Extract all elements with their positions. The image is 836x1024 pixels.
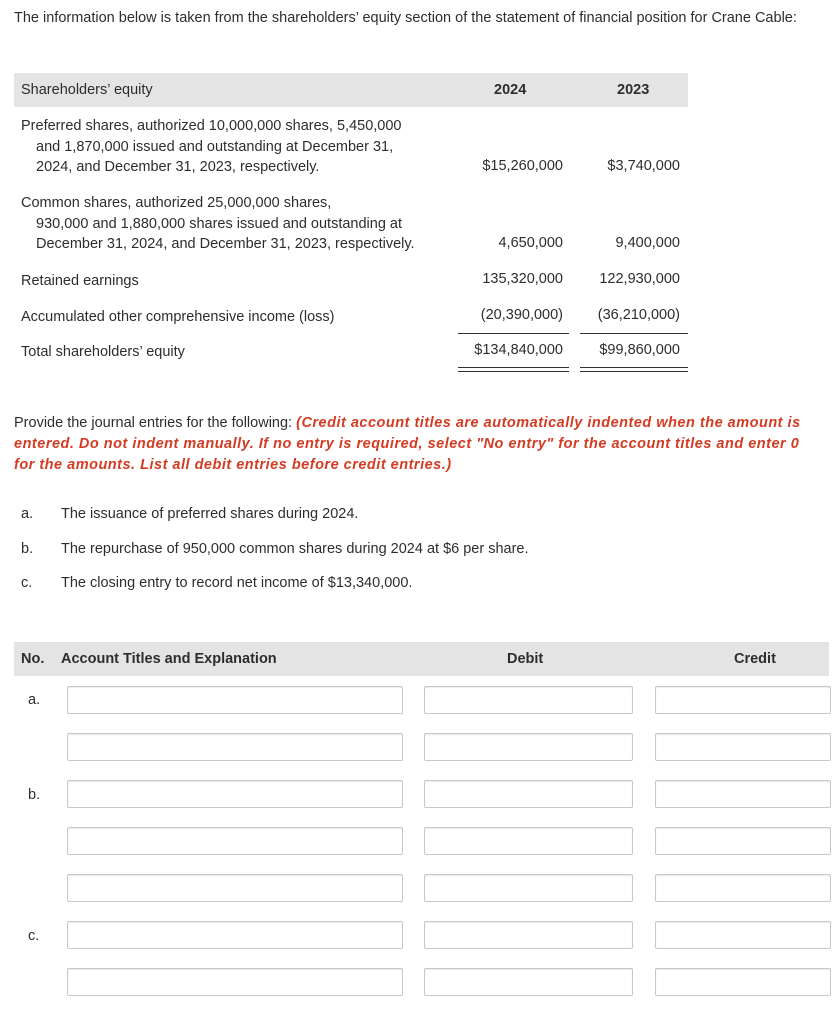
total-double-rule-2023 — [580, 367, 688, 372]
retained-2024-value: 135,320,000 — [482, 271, 563, 287]
account-title-input[interactable] — [67, 921, 403, 949]
debit-input[interactable] — [424, 874, 633, 902]
aoci-2023-value: (36,210,000) — [597, 307, 680, 323]
debit-input[interactable] — [424, 686, 633, 714]
total-double-rule-2024 — [458, 367, 569, 372]
item-c-text: The closing entry to record net income of $13,340,000. — [61, 575, 413, 591]
preferred-line2: and 1,870,000 issued and outstanding at December 31, — [36, 138, 394, 155]
journal-table-header — [14, 642, 829, 676]
aoci-2024-value: (20,390,000) — [480, 307, 563, 323]
preferred-2023-value: $3,740,000 — [607, 158, 680, 174]
debit-input[interactable] — [424, 921, 633, 949]
common-line2: 930,000 and 1,880,000 shares issued and outstanding at — [36, 215, 403, 232]
year-2024-header: 2024 — [494, 82, 527, 98]
item-b-text: The repurchase of 950,000 common shares during 2024 at $6 per share. — [61, 541, 529, 557]
subtotal-rule-2024 — [458, 333, 569, 334]
item-a-letter: a. — [21, 506, 34, 522]
common-line3: December 31, 2024, and December 31, 2023, respectively. — [36, 236, 415, 252]
account-title-input[interactable] — [67, 686, 403, 714]
credit-input[interactable] — [655, 686, 831, 714]
equity-header-label: Shareholders’ equity — [21, 82, 153, 98]
preferred-2024-value: $15,260,000 — [482, 158, 563, 174]
common-2024-value: 4,650,000 — [498, 235, 563, 251]
account-title-input[interactable] — [67, 874, 403, 902]
journal-row-label-b: b. — [28, 787, 41, 803]
credit-input[interactable] — [655, 733, 831, 761]
retained-2023-value: 122,930,000 — [599, 271, 680, 287]
common-line1: Common shares, authorized 25,000,000 shares, — [21, 195, 332, 211]
subtotal-rule-2023 — [580, 333, 688, 334]
account-title-input[interactable] — [67, 780, 403, 808]
intro-text: The information below is taken from the shareholders’ equity section of the statement of financial position for Crane Cable: — [14, 10, 797, 26]
debit-input[interactable] — [424, 733, 633, 761]
equity-table-header — [14, 73, 688, 107]
item-c-letter: c. — [21, 575, 33, 591]
aoci-label: Accumulated other comprehensive income (loss) — [21, 309, 335, 325]
item-b-letter: b. — [21, 541, 34, 557]
debit-input[interactable] — [424, 827, 633, 855]
total-2024-value: $134,840,000 — [474, 342, 563, 358]
common-2023-value: 9,400,000 — [615, 235, 680, 251]
instructions — [14, 413, 824, 476]
col-account-header: Account Titles and Explanation — [61, 651, 277, 667]
col-credit-header: Credit — [734, 651, 776, 667]
preferred-line1: Preferred shares, authorized 10,000,000 shares, 5,450,000 — [21, 118, 402, 134]
retained-earnings-label: Retained earnings — [21, 273, 139, 289]
credit-input[interactable] — [655, 827, 831, 855]
journal-row-label-c: c. — [28, 928, 40, 944]
item-a-text: The issuance of preferred shares during 2024. — [61, 506, 359, 522]
preferred-line3: 2024, and December 31, 2023, respectively. — [36, 159, 320, 175]
credit-input[interactable] — [655, 921, 831, 949]
account-title-input[interactable] — [67, 968, 403, 996]
debit-input[interactable] — [424, 780, 633, 808]
total-equity-label: Total shareholders’ equity — [21, 344, 185, 360]
instructions-lead: Provide the journal entries for the following: — [14, 415, 297, 431]
preferred-shares-description — [21, 116, 451, 178]
credit-input[interactable] — [655, 874, 831, 902]
debit-input[interactable] — [424, 968, 633, 996]
credit-input[interactable] — [655, 968, 831, 996]
account-title-input[interactable] — [67, 827, 403, 855]
col-debit-header: Debit — [507, 651, 544, 667]
instructions-red-note: (Credit account titles are automatically indented when the amount is entered. Do not indent manually. If no entry is required, select "No entry" for the account titles and enter 0 for the amounts. List all debit entries before credit entries.) — [14, 415, 801, 473]
account-title-input[interactable] — [67, 733, 403, 761]
journal-row-label-a: a. — [28, 692, 41, 708]
credit-input[interactable] — [655, 780, 831, 808]
col-no-header: No. — [21, 651, 45, 667]
year-2023-header: 2023 — [617, 82, 650, 98]
common-shares-description — [21, 193, 451, 255]
total-2023-value: $99,860,000 — [599, 342, 680, 358]
